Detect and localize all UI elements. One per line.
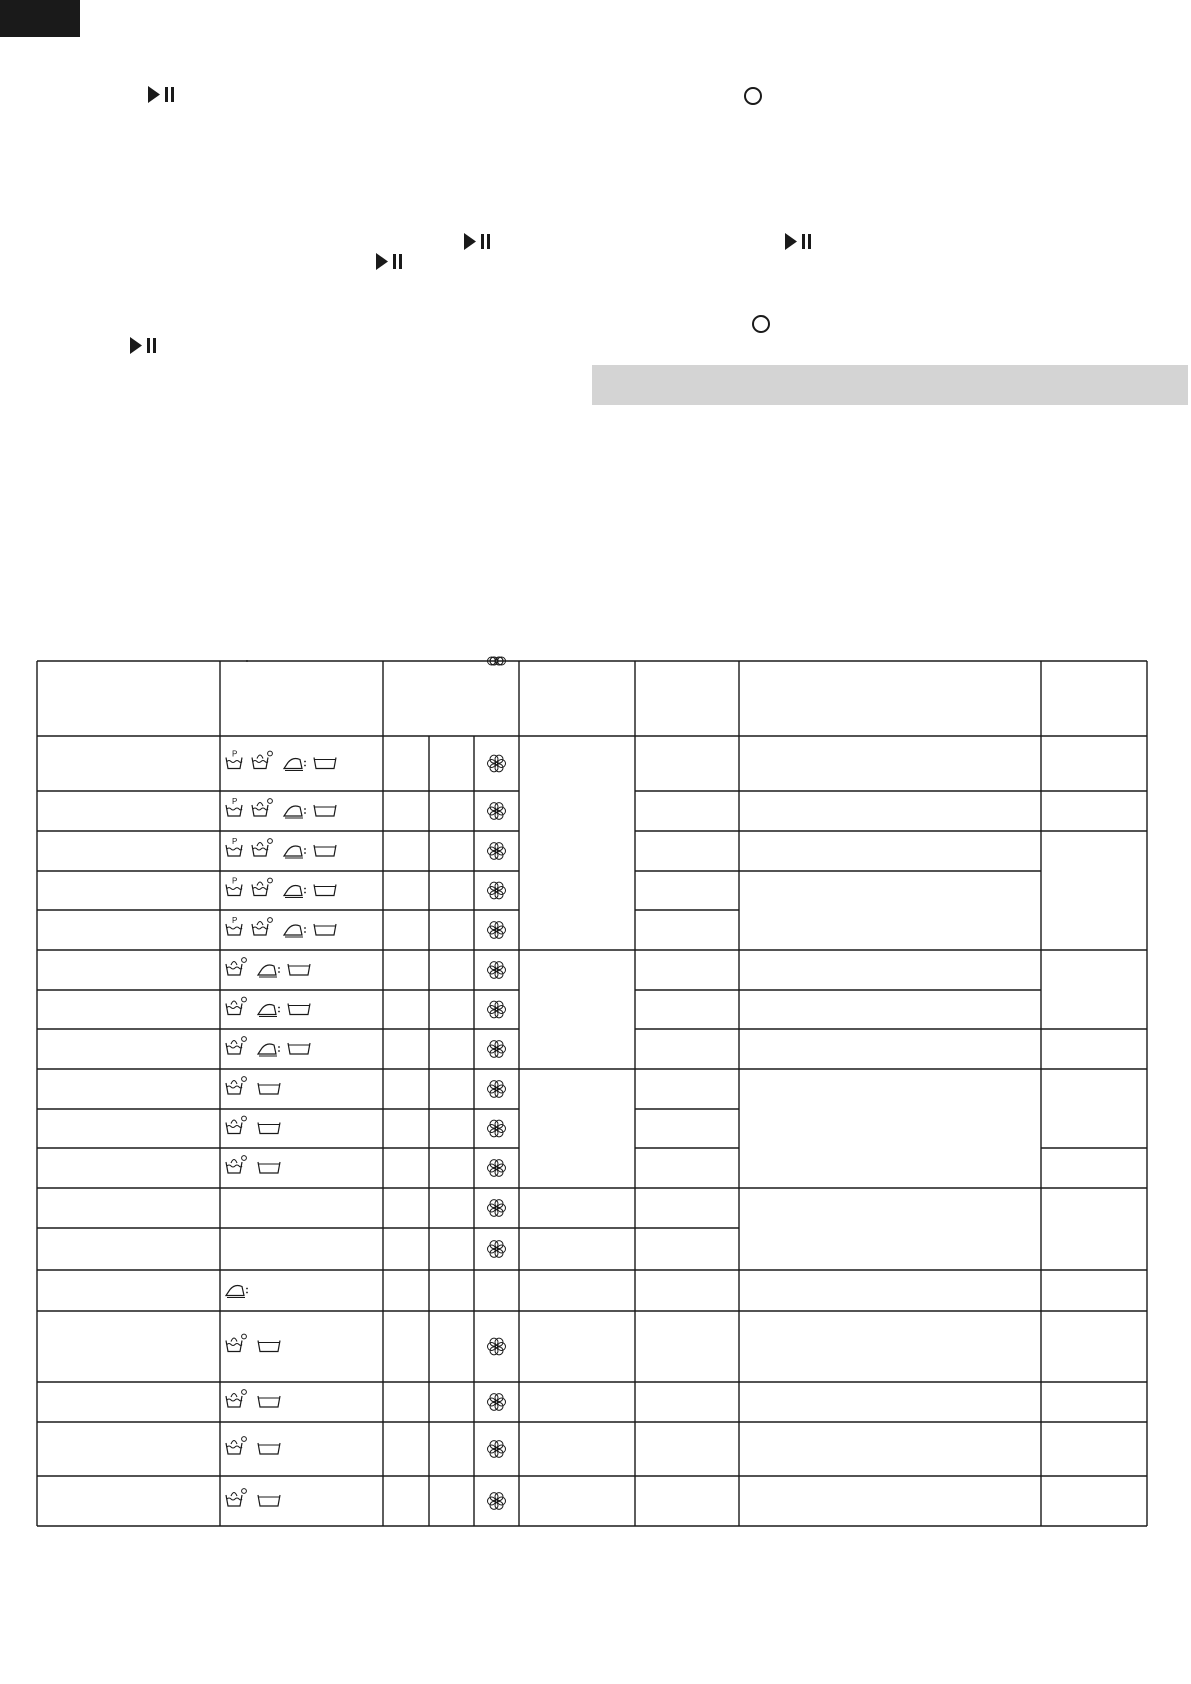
wash-tub-p-icon	[226, 797, 242, 816]
wash-tub-p-icon	[226, 750, 242, 769]
wash-tub-hand-icon	[226, 1156, 246, 1173]
iron-icon	[284, 925, 306, 937]
wash-tub-hand-icon	[226, 1116, 246, 1133]
wash-tub-hand-icon	[252, 751, 272, 768]
wash-tub-hand-icon	[252, 799, 272, 816]
flower-spin-icon	[488, 1120, 506, 1137]
iron-icon	[226, 1286, 248, 1298]
wash-tub-p-icon	[226, 877, 242, 896]
wash-tub-hand-icon	[226, 997, 246, 1014]
section-heading-bar	[592, 365, 1188, 405]
svg-text:P: P	[232, 876, 238, 886]
svg-text:P: P	[232, 837, 238, 846]
wash-tub-hand-icon	[226, 958, 246, 975]
flower-spin-icon	[488, 1338, 506, 1355]
start-pause-icon	[376, 253, 404, 270]
iron-icon	[284, 806, 306, 818]
wash-tub-hand-icon	[226, 1489, 246, 1506]
flower-spin-icon	[488, 803, 506, 820]
dry-tub-icon	[258, 1162, 280, 1173]
iron-icon	[258, 1044, 280, 1056]
dry-tub-icon	[258, 1396, 280, 1407]
dry-tub-icon	[258, 1083, 280, 1094]
flower-spin-icon	[488, 1441, 506, 1458]
page-corner-tab	[0, 0, 80, 37]
svg-text:P: P	[232, 749, 238, 759]
wash-tub-hand-icon	[226, 1390, 246, 1407]
flower-spin-icon	[488, 1081, 506, 1098]
dry-tub-icon	[258, 1123, 280, 1134]
start-pause-icon	[130, 337, 158, 354]
dry-tub-icon	[288, 1043, 310, 1054]
dry-tub-icon	[314, 845, 336, 856]
dry-tub-icon	[288, 964, 310, 975]
dry-tub-icon	[288, 1004, 310, 1015]
flower-spin-icon	[488, 962, 506, 979]
power-icon	[743, 86, 763, 106]
flower-spin-icon	[488, 1493, 506, 1510]
wash-tub-hand-icon	[252, 878, 272, 895]
power-icon	[751, 314, 771, 334]
dry-tub-icon	[314, 924, 336, 935]
flower-spin-icon	[488, 1394, 506, 1411]
dry-tub-icon	[258, 1443, 280, 1454]
dry-tub-icon	[314, 758, 336, 769]
start-pause-icon	[148, 86, 176, 103]
flower-spin-icon	[488, 882, 506, 899]
start-pause-icon	[785, 233, 813, 250]
svg-text:P: P	[232, 916, 238, 925]
wash-tub-p-icon	[226, 916, 242, 935]
dry-tub-icon	[258, 1495, 280, 1506]
flower-spin-icon	[488, 755, 506, 772]
start-pause-icon	[464, 233, 492, 250]
dry-tub-icon	[314, 885, 336, 896]
dry-tub-icon	[258, 1341, 280, 1352]
wash-tub-hand-icon	[252, 839, 272, 856]
svg-text:P: P	[232, 797, 238, 806]
flower-spin-icon	[488, 1200, 506, 1217]
wash-tub-hand-icon	[226, 1437, 246, 1454]
wash-tub-p-icon	[226, 837, 242, 856]
flower-spin-icon	[488, 1241, 506, 1258]
iron-icon	[258, 965, 280, 977]
wash-tub-hand-icon	[226, 1077, 246, 1094]
flower-spin-icon	[488, 1041, 506, 1058]
wash-tub-hand-icon	[226, 1334, 246, 1351]
wash-tub-hand-icon	[252, 918, 272, 935]
washing-program-table	[37, 661, 1147, 1601]
iron-icon	[284, 759, 306, 771]
iron-icon	[284, 846, 306, 858]
flower-spin-icon	[488, 1160, 506, 1177]
flower-spin-icon	[488, 922, 506, 939]
dry-tub-icon	[314, 805, 336, 816]
flower-spin-icon	[488, 843, 506, 860]
iron-icon	[284, 886, 306, 898]
flower-spin-icon	[488, 1001, 506, 1018]
iron-icon	[258, 1005, 280, 1017]
wash-tub-hand-icon	[226, 1037, 246, 1054]
